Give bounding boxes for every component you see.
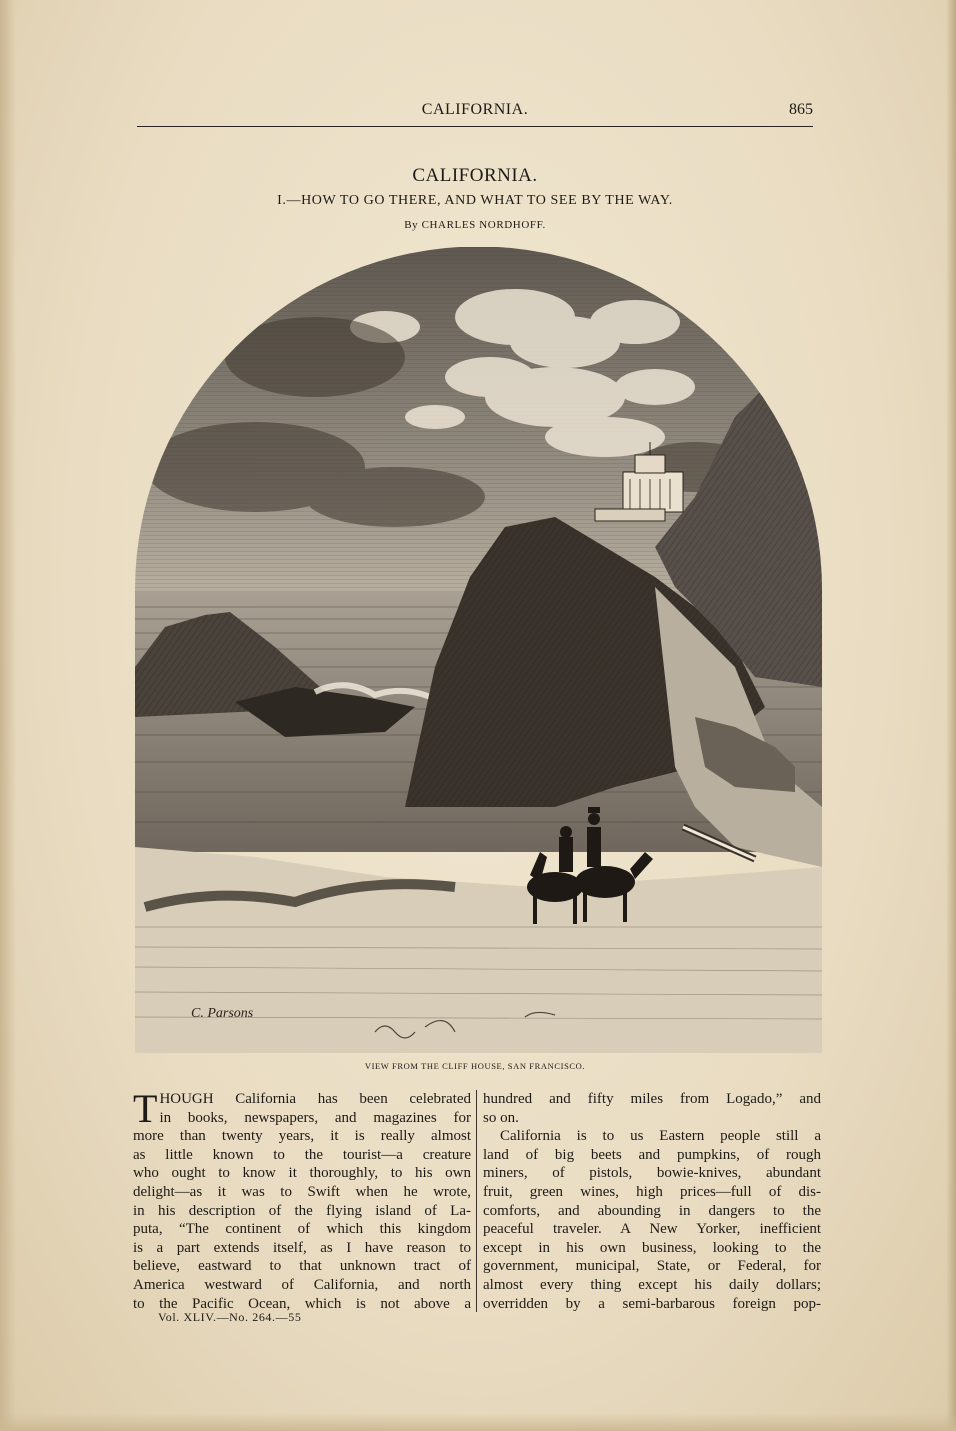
text-line: comforts, and abounding in dangers to the	[483, 1202, 821, 1219]
article-title: CALIFORNIA.	[412, 165, 538, 186]
text-line: to the Pacific Ocean, which is not above a	[133, 1295, 471, 1312]
text-line: as little known to the tourist—a creature	[133, 1146, 471, 1163]
engraving-illustration	[135, 247, 822, 1053]
volume-signature: Vol. XLIV.—No. 264.—55	[158, 1310, 302, 1324]
text-line: miners, of pistols, bowie-knives, abundant	[483, 1165, 821, 1182]
text-line: California is to us Eastern people still a	[500, 1128, 821, 1145]
text-line: fruit, green wines, high prices—full of dis-	[483, 1183, 821, 1200]
text-line: more than twenty years, it is really almost	[133, 1128, 471, 1145]
text-line: puta, “The continent of which this kingdom	[133, 1221, 471, 1238]
text-line: believe, eastward to that unknown tract of	[133, 1258, 471, 1275]
text-line: almost every thing except his daily dollars;	[483, 1276, 821, 1293]
column-rule	[476, 1090, 477, 1312]
body-column-right	[483, 1090, 821, 1313]
text-line: peaceful traveler. A New Yorker, inefficient	[483, 1221, 821, 1238]
body-column-left	[133, 1086, 471, 1313]
text-line: land of big beets and pumpkins, of rough	[483, 1146, 821, 1163]
text-line: government, municipal, State, or Federal, for	[483, 1258, 821, 1275]
text-line: who ought to know it thoroughly, to his own	[133, 1165, 471, 1182]
text-line: hundred and fifty miles from Logado,” and	[483, 1091, 821, 1107]
text-line: in books, newspapers, and magazines for	[159, 1109, 471, 1126]
running-title: CALIFORNIA.	[421, 101, 529, 118]
article-subtitle: I.—HOW TO GO THERE, AND WHAT TO SEE BY THE WAY.	[277, 193, 673, 208]
text-line: delight—as it was to Swift when he wrote,	[133, 1183, 471, 1200]
text-line: except in his own business, looking to the	[483, 1239, 821, 1256]
running-head	[137, 101, 813, 123]
engraving-artwork	[135, 247, 822, 1053]
header-rule	[137, 126, 813, 127]
text-line: America westward of California, and north	[133, 1276, 471, 1293]
text-line: HOUGH California has been celebrated	[159, 1091, 471, 1107]
paper-edge-left	[0, 0, 16, 1431]
page-number: 865	[789, 101, 813, 118]
artist-signature: C. Parsons	[191, 1006, 254, 1021]
text-line: in his description of the flying island of La-	[133, 1202, 471, 1219]
paper-edge-right	[946, 0, 956, 1431]
text-line: overridden by a semi-barbarous foreign pop-	[483, 1295, 821, 1312]
byline: By CHARLES NORDHOFF.	[404, 219, 546, 231]
illustration-caption: VIEW FROM THE CLIFF HOUSE, SAN FRANCISCO.	[364, 1061, 586, 1071]
text-line: so on.	[483, 1109, 519, 1126]
drop-cap: T	[133, 1086, 158, 1131]
text-line: is a part extends itself, as I have reason to	[133, 1239, 471, 1256]
paper-edge-bottom	[0, 1413, 956, 1431]
